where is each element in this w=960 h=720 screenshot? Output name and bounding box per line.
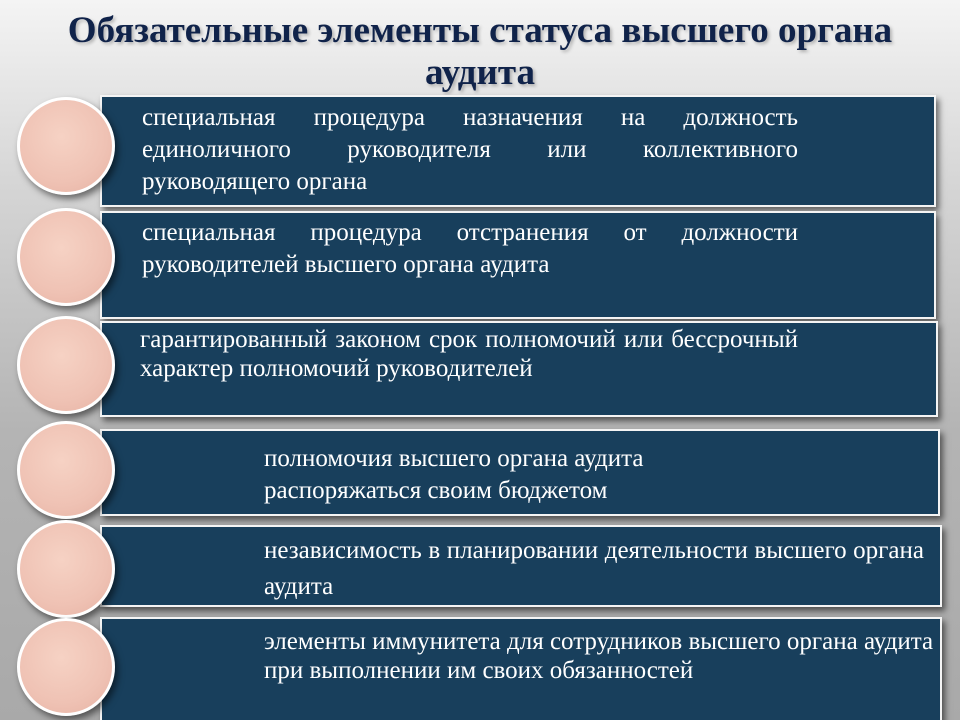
status-element-bar-5: [100, 525, 942, 607]
status-element-text-3: гарантированный законом срок полномочий или бессрочный характер полномочий руководителей: [140, 326, 798, 382]
status-element-bar-2: [100, 211, 936, 319]
status-element-text-1: специальная процедура назначения на должность единоличного руководителя или коллективного руководящего органа: [142, 104, 798, 195]
bullet-circle-1: [17, 97, 115, 195]
status-element-bar-1: [100, 95, 936, 207]
status-element-text-2: специальная процедура отстранения от должности руководителей высшего органа аудита: [142, 219, 798, 278]
slide-title: Обязательные элементы статуса высшего органа аудита: [67, 10, 893, 93]
status-element-bar-6: [100, 617, 942, 720]
bullet-circle-6: [17, 618, 115, 716]
bullet-circle-4: [17, 421, 115, 519]
status-element-text-5: независимость в планировании деятельности высшего органа аудита: [264, 537, 924, 600]
bullet-circle-2: [17, 208, 115, 306]
status-element-text-4: полномочия высшего органа аудита распоряжаться своим бюджетом: [264, 445, 644, 504]
status-element-bar-3: [100, 321, 938, 417]
bullet-circle-3: [17, 316, 115, 414]
bullet-circle-5: [17, 520, 115, 618]
status-element-bar-4: [100, 429, 940, 516]
status-element-text-6: элементы иммунитета для сотрудников высшего органа аудита при выполнении им своих обязанностей: [264, 628, 934, 684]
